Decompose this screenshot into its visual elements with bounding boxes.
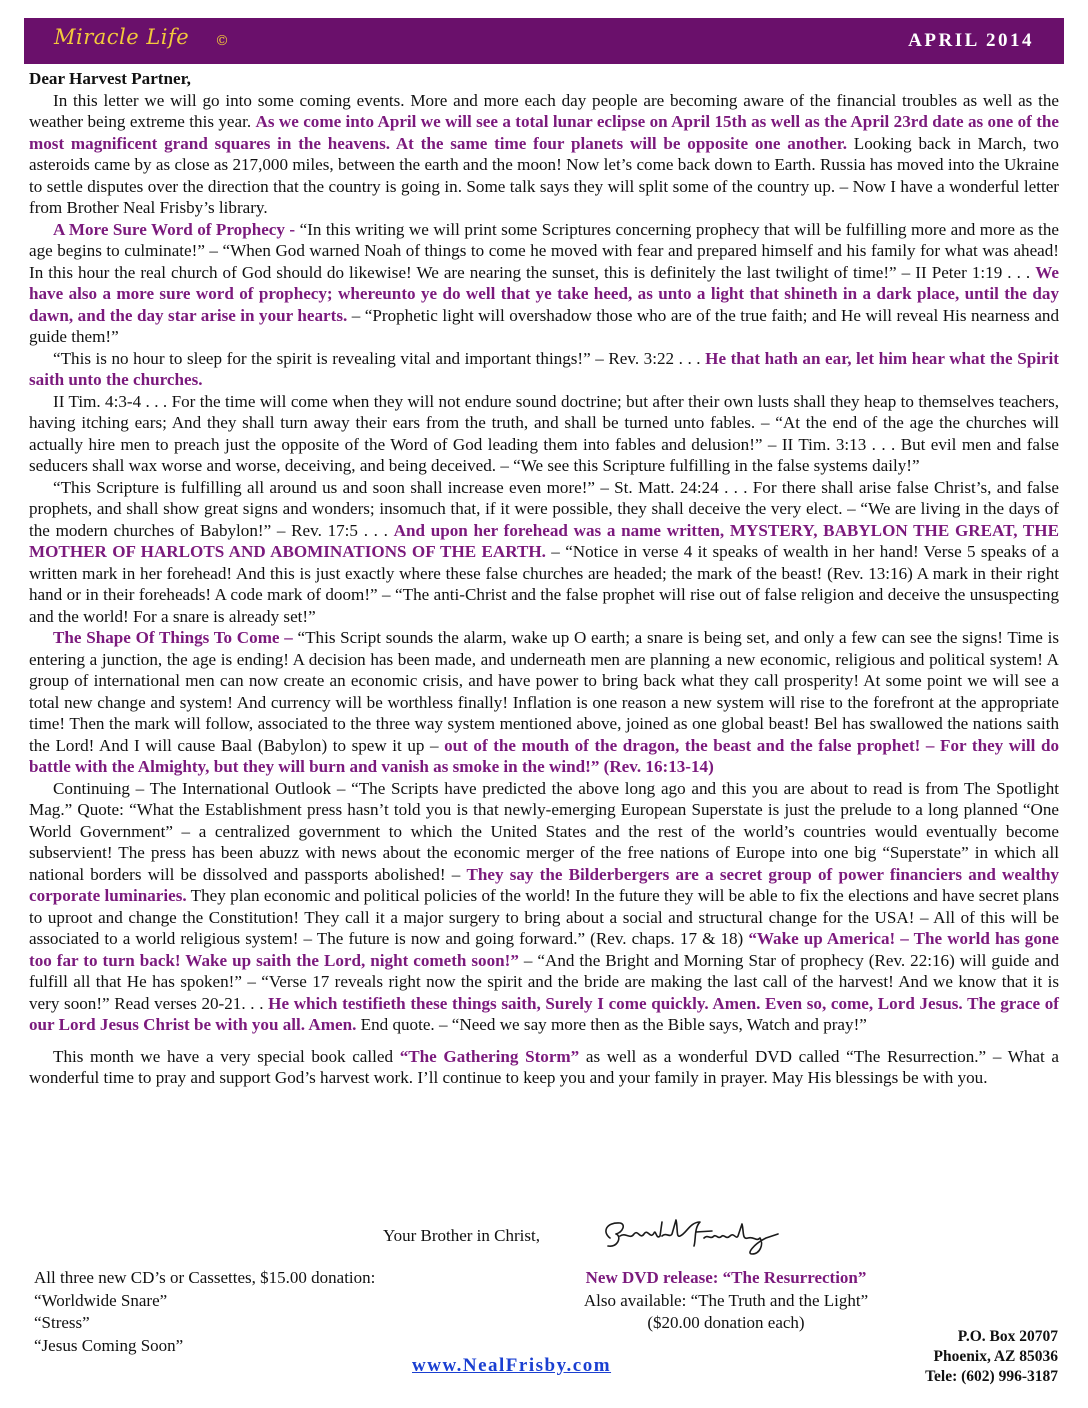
header-banner — [24, 18, 1064, 64]
dvd-offer — [548, 1267, 904, 1335]
body-text: This month we have a very special book called — [53, 1046, 400, 1066]
body-text: “This is no hour to sleep for the spirit is revealing vital and important things!” – Rev. 3:22 . . . — [53, 348, 706, 368]
body-text: “This Script sounds the alarm, wake up O earth; a snare is being set, and only a few can see the signs! Time is entering a junction, the age is ending! A decision has been made, and underneath men are planning a new economic, religious and political system! A group of international men can now create an economic crisis, and have power to bring back what they call prosperity! At some point we will see a total new change and system! And currency will be worthless finally! Inflation is one reason a new system will rise to the forefront at the appropriate time! Then the mark will follow, associated to the three way system mentioned above, joined as one global beast! Bel has swallowed the nations saith the Lord! And I will cause Baal (Babylon) to spew it up – — [29, 628, 1059, 755]
body-text: Continuing – The International Outlook – “The Scripts have predicted the above long ago and this you are about to read is from The Spotlight Mag.” Quote: “What the Establishment press hasn’t told you is that newly-emerging European Superstate is just the prelude to a long planned “One World Government” – a centralized government to which the United States and the rest of the world’s countries would eventually become subservient! The press has been abuzz with news about the economic merger of the free nations of Europe into one big “Superstate” in which all national borders will be dissolved and passports abolished! – — [29, 778, 1059, 884]
letter-paragraph — [29, 627, 1059, 778]
body-text: II Tim. 4:3-4 . . . For the time will come when they will not endure sound doctrine; but after their own lusts shall they heap to themselves teachers, having itching ears; And they shall turn away their ears from the truth, and shall be turned unto fables. – “At the end of the age the churches will actually hire men to preach just the opposite of the Word of God leading them into fables and delusion!” – II Tim. 3:13 . . . But evil men and false seducers shall wax worse and worse, deceiving, and being deceived. – “We see this Scripture fulfilling in the false systems daily!” — [29, 391, 1059, 475]
cd-title: “Stress” — [34, 1313, 90, 1332]
body-text: – “And the Bright and Morning Star of prophecy (Rev. 22:16) will guide and fulfill all that He has spoken!” – “Verse 17 reveals right now the spirit and the bride are making the last call of the harvest! And we know that it is very soon!” Read verses 20-21. . . — [29, 950, 1059, 1013]
letter-paragraph — [29, 477, 1059, 628]
highlighted-text: out of the mouth of the dragon, the beast and the false prophet! – For they will do battle with the Almighty, but they will burn and vanish as smoke in the wind!” (Rev. 16:13-14) — [29, 735, 1059, 776]
highlighted-text: He which testifieth these things saith, Surely I come quickly. Amen. Even so, come, Lord Jesus. The grace of our Lord Jesus Christ be with you all. Amen. — [29, 993, 1059, 1034]
cd-title: “Jesus Coming Soon” — [34, 1335, 184, 1355]
highlighted-text: He that hath an ear, let him hear what the Spirit saith unto the churches. — [29, 348, 1059, 389]
po-box: P.O. Box 20707 — [957, 1328, 1058, 1345]
highlighted-text: As we come into April we will see a total lunar eclipse on April 15th as well as the April 23rd date as one of the most magnificent grand squares in the heavens. At the same time four planets will be opposite one another. — [29, 112, 1059, 153]
issue-date: APRIL 2014 — [908, 30, 1034, 51]
telephone: Tele: (602) 996-3187 — [925, 1368, 1058, 1385]
mailing-address — [925, 1327, 1058, 1387]
body-text: “In this writing we will print some Scriptures concerning prophecy that will be fulfilling more and more as the age begins to culminate!” – “When God warned Noah of things to come he moved with fear and prepared himself and his family for what was ahead! In this hour the real church of God should do likewise! We are nearing the sunset, this is definitely the last twilight of time!” – II Peter 1:19 . . . — [29, 219, 1060, 282]
letter-paragraph — [29, 90, 1059, 219]
highlighted-text: We have also a more sure word of prophecy; whereunto ye do well that ye take heed, as unto a light that shineth in a dark place, until the day dawn, and the day star arise in your hearts. — [29, 262, 1059, 325]
website-link[interactable]: www.NealFrisby.com — [412, 1355, 612, 1376]
city-state-zip: Phoenix, AZ 85036 — [933, 1348, 1058, 1365]
body-text: In this letter we will go into some coming events. More and more each day people are becoming aware of the financial troubles as well as the weather being extreme this year. — [29, 90, 1059, 131]
highlighted-text: They say the Bilderbergers are a secret group of power financiers and wealthy corporate luminaries. — [29, 864, 1060, 905]
letter-paragraph — [29, 391, 1059, 477]
highlighted-text: “The Gathering Storm” — [399, 1046, 580, 1066]
dvd-donation: ($20.00 donation each) — [647, 1313, 805, 1332]
letter-paragraph — [29, 778, 1059, 1036]
body-text: “This Scripture is fulfilling all around us and soon shall increase even more!” – St. Matt. 24:24 . . . For there shall arise false Christ’s, and false prophets, and shall show great signs and wonders; insomuch that, if it were possible, they shall deceive the very elect. – “We are living in the days of the modern churches of Babylon!” – Rev. 17:5 . . . — [29, 477, 1059, 540]
letter-paragraph — [29, 348, 1059, 391]
highlighted-text: “Wake up America! – The world has gone too far to turn back! Wake up saith the Lord, night cometh soon!” — [29, 929, 1059, 970]
body-text: They plan economic and political policies of the world! In the future they will be able to fix the elections and have secret plans to uproot and change the Constitution! They call it a major surgery to bring about a social and structural change for the USA! – All of this will be associated to a world religious system! – The future is now and going forward.” (Rev. chaps. 17 & 18) — [29, 886, 1059, 948]
letter-paragraph — [29, 219, 1059, 348]
highlighted-text: And upon her forehead was a name written, MYSTERY, BABYLON THE GREAT, THE MOTHER OF HARLOTS AND ABOMINATIONS OF THE EARTH. — [29, 520, 1059, 561]
highlighted-text: A More Sure Word of Prophecy - — [53, 219, 300, 239]
letter-paragraph — [29, 1046, 1059, 1089]
cd-title: “Worldwide Snare” — [34, 1290, 168, 1310]
closing-line: Your Brother in Christ, — [383, 1226, 540, 1245]
dvd-also-available: Also available: “The Truth and the Light” — [583, 1290, 869, 1310]
highlighted-text: The Shape Of Things To Come – — [53, 628, 293, 647]
dvd-release-heading: New DVD release: “The Resurrection” — [585, 1268, 867, 1287]
letter-body — [29, 68, 1059, 1089]
body-text: – “Notice in verse 4 it speaks of wealth in her hand! Verse 5 speaks of a written mark in her forehead! And this is just exactly where these false churches are headed; the mark of the beast! (Rev. 13:16) A mark in their right hand or in their foreheads! A code mark of doom!” – “The anti-Christ and the false prophet will rise out of false religion and deceive the unsuspecting and the world! For a snare is already set!” — [29, 542, 1059, 626]
body-text: End quote. – “Need we say more then as the Bible says, Watch and pray!” — [356, 1015, 867, 1034]
body-text: as well as a wonderful DVD called “The Resurrection.” – What a wonderful time to pray and support God’s harvest work. I’ll continue to keep you and your family in prayer. May His blessings be with you. — [29, 1046, 1059, 1087]
greeting: Dear Harvest Partner, — [29, 69, 191, 88]
handwritten-signature — [596, 1214, 792, 1258]
cd-offer — [34, 1267, 375, 1357]
miracle-life-logo: Miracle Life — [54, 25, 190, 49]
copyright-symbol: © — [215, 33, 229, 49]
cd-offer-heading: All three new CD’s or Cassettes, $15.00 donation: — [34, 1268, 376, 1287]
body-text: – “Prophetic light will overshadow those who are of the true faith; and He will reveal His nearness and guide them!” — [29, 305, 1059, 346]
body-text: Looking back in March, two asteroids came by as close as 217,000 miles, between the earth and the moon! Now let’s come back down to Earth. Russia has moved into the Ukraine to settle disputes over the direction that the country is going in. Some talk says they will split some of the country up. – Now I have a wonderful letter from Brother Neal Frisby’s library. — [29, 133, 1059, 217]
